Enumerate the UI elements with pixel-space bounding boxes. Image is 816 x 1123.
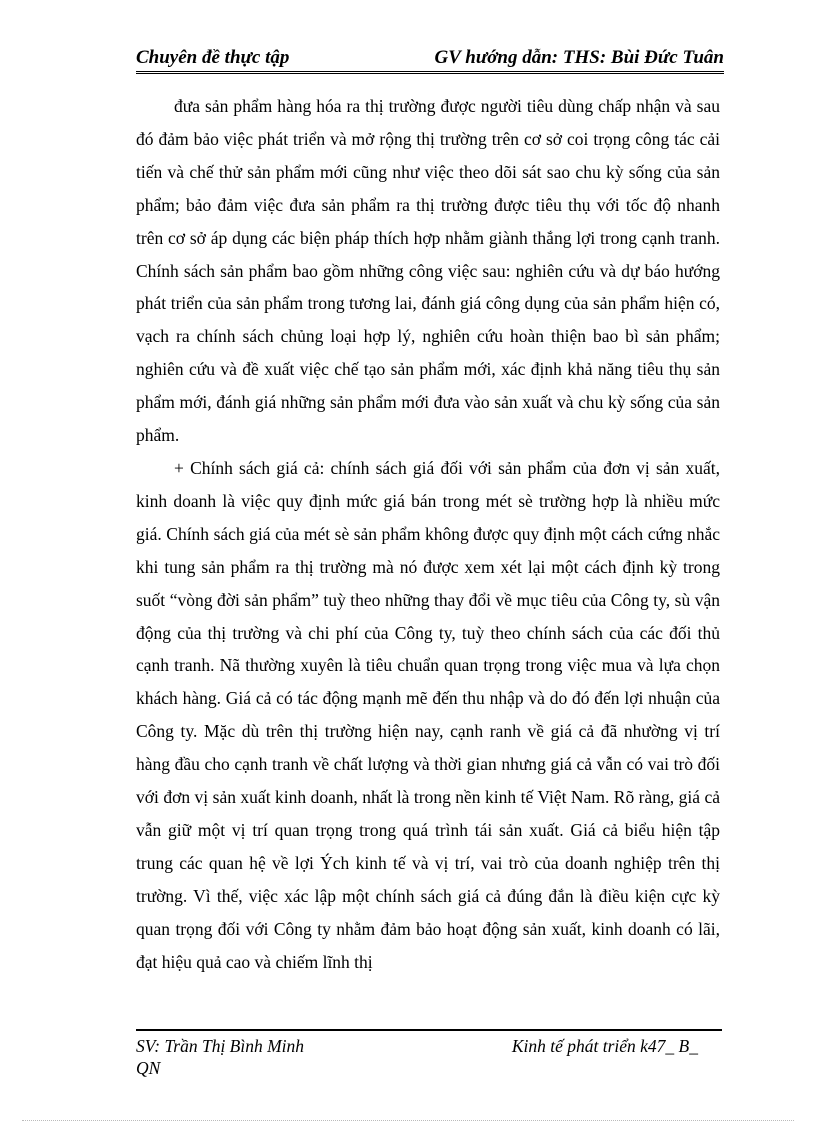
page-edge-divider	[22, 1120, 794, 1121]
body-text	[136, 90, 720, 978]
paragraph: + Chính sách giá cả: chính sách giá đối với sản phẩm của đơn vị sản xuất, kinh doanh là việc quy định mức giá bán trong mét sè trường hợp là nhiều mức giá. Chính sách giá của mét sè sản phẩm không được quy định một cách cứng nhắc khi tung sản phẩm ra thị trường mà nó được xem xét lại một cách định kỳ trong suốt “vòng đời sản phẩm” tuỳ theo những thay đổi về mục tiêu của Công ty, sù vận động của thị trường và chi phí của Công ty, tuỳ theo chính sách của các đối thủ cạnh tranh. Nã thường xuyên là tiêu chuẩn quan trọng trong việc mua và lựa chọn khách hàng. Giá cả có tác động mạnh mẽ đến thu nhập và do đó đến lợi nhuận của Công ty. Mặc dù trên thị trường hiện nay, cạnh ranh về giá cả đã nhường vị trí hàng đầu cho cạnh tranh về chất lượng và thời gian nhưng giá cả vẫn có vai trò đối với đơn vị sản xuất kinh doanh, nhất là trong nền kinh tế Việt Nam. Rõ ràng, giá cả vẫn giữ một vị trí quan trọng trong quá trình tái sản xuất. Giá cả biểu hiện tập trung các quan hệ về lợi Ých kinh tế và vị trí, vai trò của doanh nghiệp trên thị trường. Vì thế, việc xác lập một chính sách giá cả đúng đắn là điều kiện cực kỳ quan trọng đối với Công ty nhằm đảm bảo hoạt động sản xuất, kinh doanh có lãi, đạt hiệu quả cao và chiếm lĩnh thị	[136, 457, 720, 972]
page-header	[136, 44, 724, 74]
page-footer	[136, 1029, 722, 1079]
header-right-title: GV hướng dẫn: THS: Bùi Đức Tuân	[434, 47, 724, 68]
paragraph: đưa sản phẩm hàng hóa ra thị trường được người tiêu dùng chấp nhận và sau đó đảm bảo việc phát triển và mở rộng thị trường trên cơ sở coi trọng công tác cải tiến và chế thử sản phẩm mới cũng như việc theo dõi sát sao chu kỳ sống của sản phẩm; bảo đảm việc đưa sản phẩm ra thị trường được tiêu thụ với tốc độ nhanh trên cơ sở áp dụng các biện pháp thích hợp nhằm giành thắng lợi trong cạnh tranh. Chính sách sản phẩm bao gồm những công việc sau: nghiên cứu và dự báo hướng phát triển của sản phẩm trong tương lai, đánh giá công dụng của sản phẩm hiện có, vạch ra chính sách chủng loại hợp lý, nghiên cứu hoàn thiện bao bì sản phẩm; nghiên cứu và đề xuất việc chế tạo sản phẩm mới, xác định khả năng tiêu thụ sản phẩm mới, đánh giá những sản phẩm mới đưa vào sản xuất và chu kỳ sống của sản phẩm.	[136, 96, 720, 446]
header-left-title: Chuyên đề thực tập	[136, 47, 290, 68]
footer-student-name: SV: Trần Thị Bình Minh	[136, 1036, 305, 1056]
footer-class: Kinh tế phát triển k47_ B_	[511, 1036, 698, 1056]
footer-class-continuation: QN	[136, 1058, 161, 1078]
